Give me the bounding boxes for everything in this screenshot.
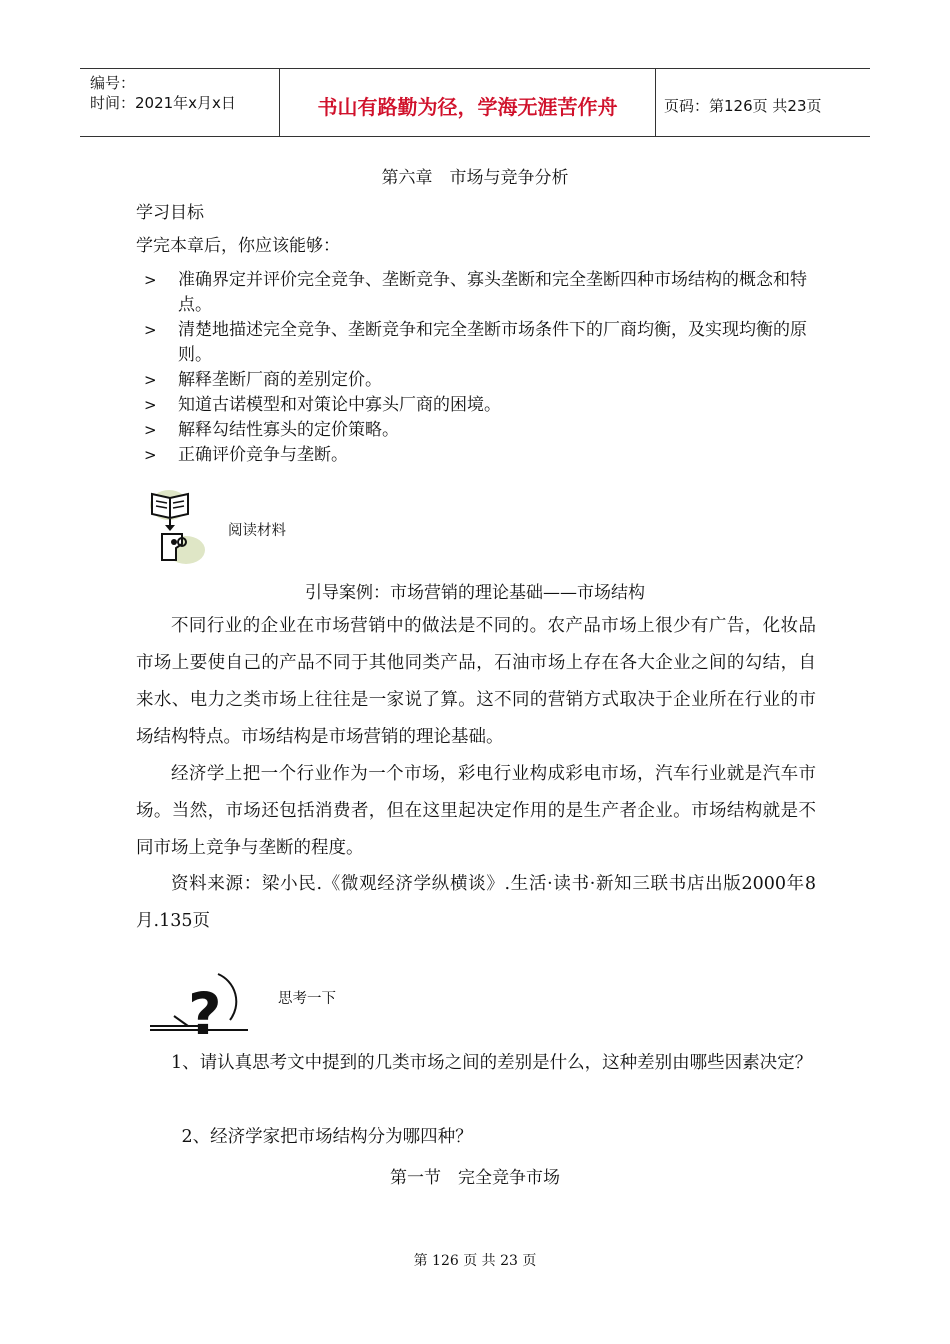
objectives-list: [136, 268, 816, 468]
arrow-bullet-icon: >: [144, 446, 157, 464]
case-source: 资料来源：梁小民.《微观经济学纵横谈》.生活·读书·新知三联书店出版2000年8月.135页: [136, 874, 816, 931]
question-mark-icon: [148, 968, 254, 1040]
book-arrow-icon: [148, 488, 210, 568]
arrow-bullet-icon: >: [144, 271, 157, 289]
list-item: > 准确界定并评价完全竞争、垄断竞争、寡头垄断和完全垄断四种市场结构的概念和特点。: [144, 270, 807, 315]
list-item: > 清楚地描述完全竞争、垄断竞争和完全垄断市场条件下的厂商均衡，及实现均衡的原则。: [144, 320, 807, 365]
header-left: [80, 69, 280, 136]
page-footer: 第 126 页 共 23 页: [413, 1253, 537, 1269]
header-page: 页码：第126页 共23页: [664, 97, 822, 115]
arrow-bullet-icon: >: [144, 321, 157, 339]
list-item: > 解释垄断厂商的差别定价。: [136, 368, 816, 393]
arrow-bullet-icon: >: [144, 371, 157, 389]
page-header: [80, 68, 870, 137]
think-label: 思考一下: [278, 991, 336, 1007]
question-1: 1、请认真思考文中提到的几类市场之间的差别是什么，这种差别由哪些因素决定？: [171, 1053, 813, 1073]
list-item: > 解释勾结性寡头的定价策略。: [136, 418, 816, 443]
arrow-bullet-icon: >: [144, 396, 157, 414]
case-paragraph-1: 不同行业的企业在市场营销中的做法是不同的。农产品市场上很少有广告，化妆品市场上要使自己的产品不同于其他同类产品，石油市场上存在各大企业之间的勾结，自来水、电力之类市场上往往是一家说了算。这不同的营销方式取决于企业所在行业的市场结构特点。市场结构是市场营销的理论基础。: [136, 616, 816, 747]
list-item: > 正确评价竞争与垄断。: [136, 443, 816, 468]
arrow-bullet-icon: >: [144, 421, 157, 439]
case-title: 引导案例：市场营销的理论基础——市场结构: [305, 583, 645, 603]
objectives-heading: 学习目标: [136, 203, 204, 223]
question-2: 2、经济学家把市场结构分为哪四种？: [181, 1127, 473, 1147]
chapter-title: 第六章 市场与竞争分析: [381, 168, 569, 188]
list-item: > 知道古诺模型和对策论中寡头厂商的困境。: [136, 393, 816, 418]
header-time: 时间：2021年x月x日: [90, 94, 236, 112]
case-paragraph-2: 经济学上把一个行业作为一个市场，彩电行业构成彩电市场，汽车行业就是汽车市场。当然，市场还包括消费者，但在这里起决定作用的是生产者企业。市场结构就是不同市场上竞争与垄断的程度。: [136, 764, 816, 858]
objectives-intro: 学完本章后，你应该能够：: [136, 236, 340, 256]
header-number: 编号：: [90, 74, 136, 92]
section-title: 第一节 完全竞争市场: [390, 1168, 560, 1188]
svg-text:?: ?: [188, 980, 222, 1040]
reading-label: 阅读材料: [228, 523, 286, 539]
header-motto: 书山有路勤为径，学海无涯苦作舟: [280, 69, 656, 136]
